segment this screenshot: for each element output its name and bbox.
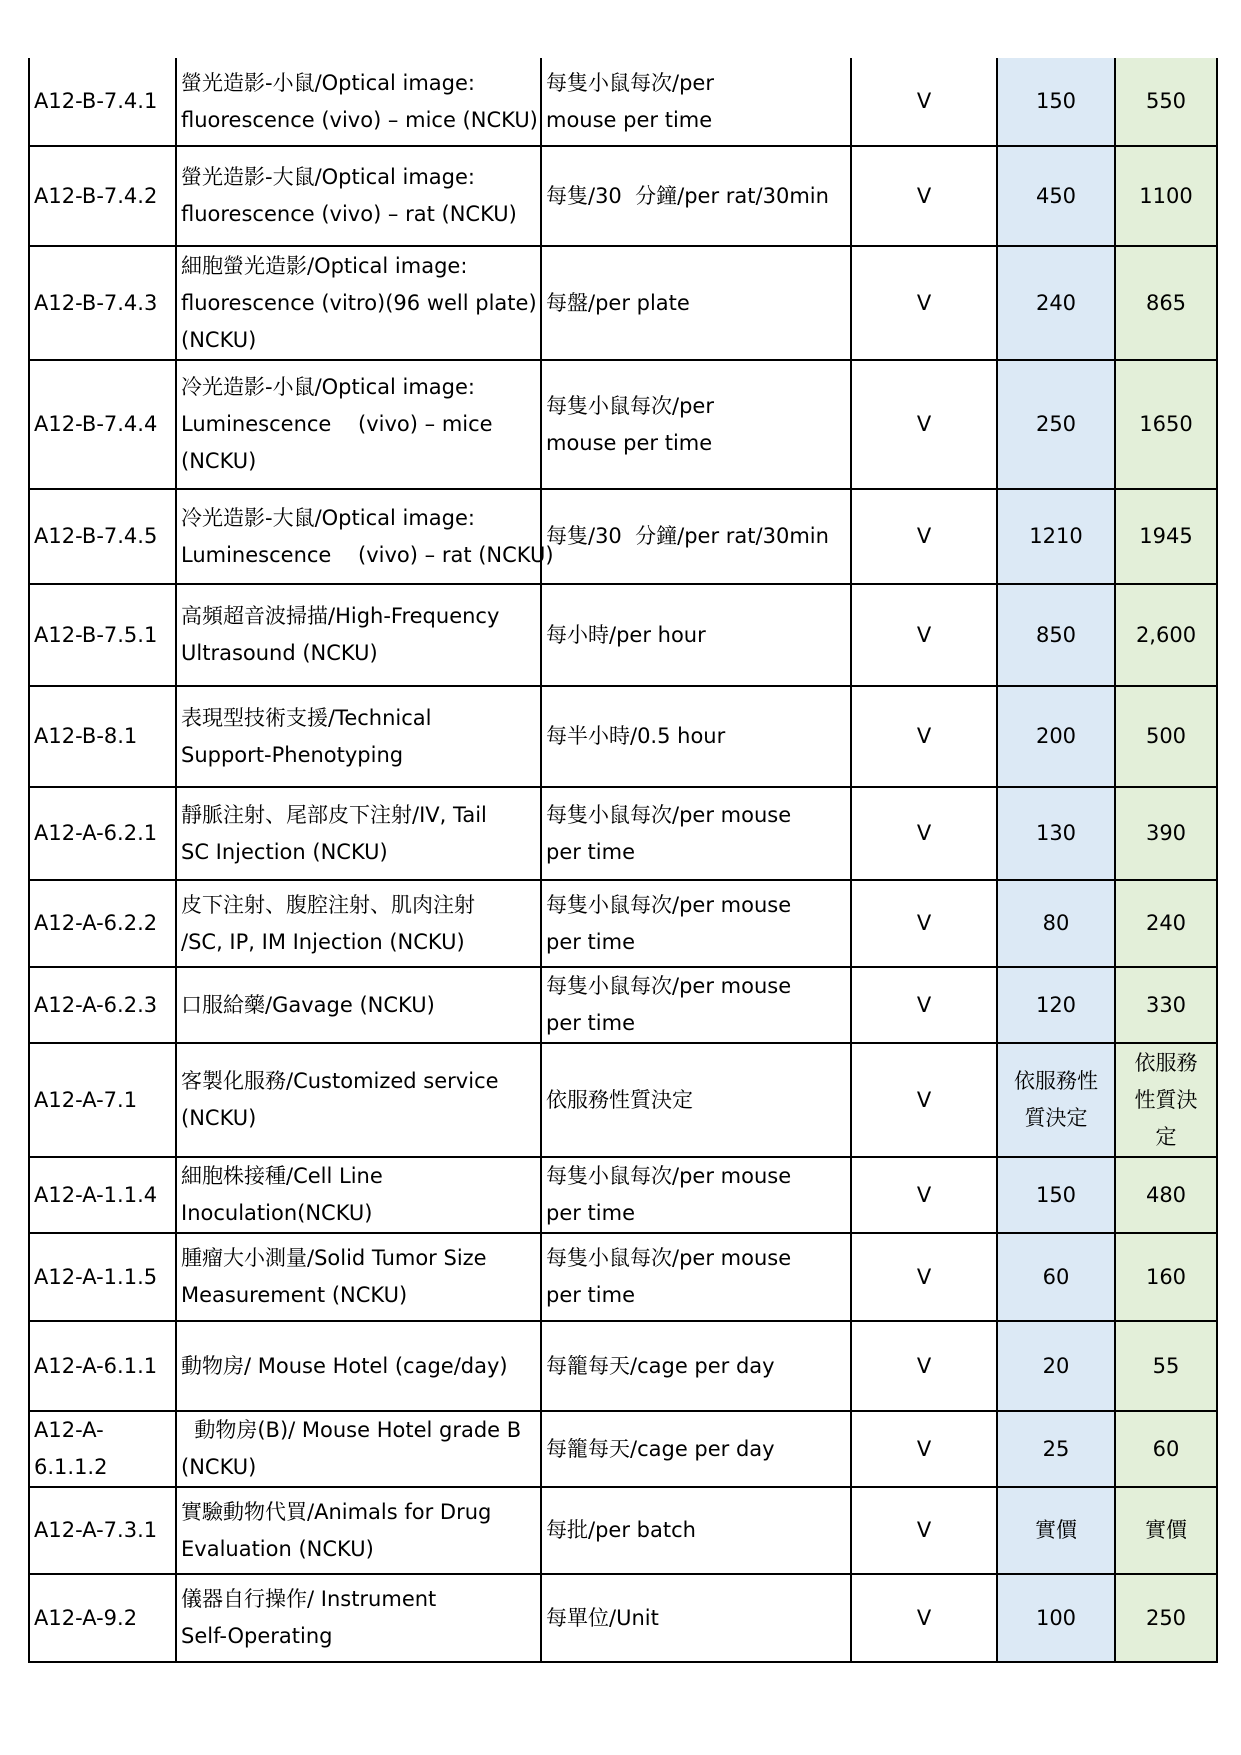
charge-unit-line: per time bbox=[546, 839, 636, 864]
price-external-cell: 2,600 bbox=[1115, 584, 1217, 686]
service-item-line: 動物房(B)/ Mouse Hotel grade B bbox=[181, 1418, 522, 1442]
price-internal-cell: 實價 bbox=[997, 1487, 1115, 1574]
availability-mark-cell: V bbox=[851, 787, 997, 880]
availability-mark-cell: V bbox=[851, 967, 997, 1043]
service-item-cell bbox=[176, 686, 541, 787]
charge-unit-cell bbox=[541, 880, 851, 967]
price-internal-cell: 240 bbox=[997, 246, 1115, 360]
service-item-line: 靜脈注射、尾部皮下注射/IV, Tail bbox=[181, 802, 487, 827]
price-external-cell: 1650 bbox=[1115, 360, 1217, 489]
table-row bbox=[29, 1487, 1217, 1574]
service-code-cell: A12-A-6.2.1 bbox=[29, 787, 176, 880]
availability-mark-cell: V bbox=[851, 686, 997, 787]
service-item-line: /SC, IP, IM Injection (NCKU) bbox=[181, 929, 465, 954]
price-external-cell: 500 bbox=[1115, 686, 1217, 787]
table-row bbox=[29, 787, 1217, 880]
price-internal-cell: 250 bbox=[997, 360, 1115, 489]
service-code-cell: A12-A-6.2.3 bbox=[29, 967, 176, 1043]
table-row bbox=[29, 489, 1217, 584]
charge-unit-line: 每隻小鼠每次/per mouse bbox=[546, 1246, 792, 1270]
table-row bbox=[29, 1043, 1217, 1157]
service-item-line: fluorescence (vitro)(96 well plate) bbox=[181, 290, 537, 315]
charge-unit-cell bbox=[541, 686, 851, 787]
availability-mark-cell: V bbox=[851, 880, 997, 967]
charge-unit-cell bbox=[541, 489, 851, 584]
service-item-cell bbox=[176, 1487, 541, 1574]
charge-unit-line: 每籠每天/cage per day bbox=[546, 1353, 775, 1378]
charge-unit-line: 每隻小鼠每次/per mouse bbox=[546, 974, 792, 998]
charge-unit-line: 每隻小鼠每次/per bbox=[546, 70, 714, 95]
service-item-cell bbox=[176, 360, 541, 489]
price-internal-cell: 120 bbox=[997, 967, 1115, 1043]
charge-unit-line: per time bbox=[546, 1201, 636, 1225]
table-row bbox=[29, 1574, 1217, 1662]
price-external-cell: 480 bbox=[1115, 1157, 1217, 1233]
service-item-cell bbox=[176, 1157, 541, 1233]
service-item-line: (NCKU) bbox=[181, 449, 257, 473]
availability-mark-cell: V bbox=[851, 489, 997, 584]
table-row bbox=[29, 967, 1217, 1043]
service-item-line: 動物房/ Mouse Hotel (cage/day) bbox=[181, 1353, 508, 1378]
price-internal-cell: 150 bbox=[997, 58, 1115, 146]
service-item-line: Measurement (NCKU) bbox=[181, 1283, 408, 1307]
availability-mark-cell: V bbox=[851, 58, 997, 146]
service-item-line: (NCKU) bbox=[181, 1455, 257, 1479]
availability-mark-cell: V bbox=[851, 1574, 997, 1662]
charge-unit-line: 每隻小鼠每次/per bbox=[546, 393, 714, 418]
price-internal-cell: 1210 bbox=[997, 489, 1115, 584]
charge-unit-cell bbox=[541, 1321, 851, 1411]
availability-mark-cell: V bbox=[851, 146, 997, 246]
charge-unit-cell bbox=[541, 1574, 851, 1662]
service-code-cell: A12-B-7.4.5 bbox=[29, 489, 176, 584]
service-item-line: 腫瘤大小測量/Solid Tumor Size bbox=[181, 1246, 487, 1270]
price-external-cell: 865 bbox=[1115, 246, 1217, 360]
table-row bbox=[29, 1411, 1217, 1487]
price-internal-cell: 130 bbox=[997, 787, 1115, 880]
service-item-line: Ultrasound (NCKU) bbox=[181, 641, 378, 665]
table-row bbox=[29, 1321, 1217, 1411]
service-code-cell: A12-A-7.1 bbox=[29, 1043, 176, 1157]
service-item-cell bbox=[176, 880, 541, 967]
service-item-cell bbox=[176, 967, 541, 1043]
service-item-line: Self-Operating bbox=[181, 1624, 333, 1648]
charge-unit-line: per time bbox=[546, 1283, 636, 1307]
charge-unit-line: 每隻/30 分鐘/per rat/30min bbox=[546, 183, 829, 208]
service-item-cell bbox=[176, 58, 541, 146]
charge-unit-line: 每批/per batch bbox=[546, 1518, 696, 1542]
charge-unit-line: per time bbox=[546, 1011, 636, 1035]
charge-unit-cell bbox=[541, 360, 851, 489]
charge-unit-cell bbox=[541, 967, 851, 1043]
price-external-cell: 160 bbox=[1115, 1233, 1217, 1321]
charge-unit-line: 每隻小鼠每次/per mouse bbox=[546, 1164, 792, 1188]
service-code-cell: A12-A-9.2 bbox=[29, 1574, 176, 1662]
service-code-cell: A12-A-1.1.4 bbox=[29, 1157, 176, 1233]
charge-unit-cell bbox=[541, 1043, 851, 1157]
service-item-line: Luminescence (vivo) – mice bbox=[181, 412, 493, 436]
price-external-cell: 550 bbox=[1115, 58, 1217, 146]
service-item-cell bbox=[176, 1574, 541, 1662]
service-code-cell: A12-A-6.2.2 bbox=[29, 880, 176, 967]
charge-unit-cell bbox=[541, 787, 851, 880]
charge-unit-cell bbox=[541, 1233, 851, 1321]
service-item-cell bbox=[176, 489, 554, 584]
service-item-line: 表現型技術支援/Technical bbox=[181, 705, 432, 730]
charge-unit-cell bbox=[541, 246, 851, 360]
charge-unit-line: per time bbox=[546, 929, 636, 954]
service-code-cell: A12-A-7.3.1 bbox=[29, 1487, 176, 1574]
table-row bbox=[29, 58, 1217, 146]
service-item-line: 客製化服務/Customized service bbox=[181, 1069, 499, 1093]
service-code-cell: A12-A-6.1.1 bbox=[29, 1321, 176, 1411]
price-external-cell: 330 bbox=[1115, 967, 1217, 1043]
service-item-cell bbox=[176, 246, 541, 360]
service-item-line: 螢光造影-大鼠/Optical image: bbox=[181, 165, 475, 189]
charge-unit-line: 每小時/per hour bbox=[546, 622, 706, 647]
service-item-line: SC Injection (NCKU) bbox=[181, 839, 388, 864]
service-item-line: 冷光造影-大鼠/Optical image: bbox=[181, 505, 475, 530]
service-item-cell bbox=[176, 584, 541, 686]
service-code-cell: A12-B-8.1 bbox=[29, 686, 176, 787]
price-external-cell: 實價 bbox=[1115, 1487, 1217, 1574]
availability-mark-cell: V bbox=[851, 246, 997, 360]
availability-mark-cell: V bbox=[851, 1233, 997, 1321]
service-item-line: Support-Phenotyping bbox=[181, 742, 404, 767]
availability-mark-cell: V bbox=[851, 1043, 997, 1157]
charge-unit-cell bbox=[541, 584, 851, 686]
service-item-line: 口服給藥/Gavage (NCKU) bbox=[181, 992, 435, 1017]
service-item-line: 細胞株接種/Cell Line bbox=[181, 1164, 383, 1188]
service-code-cell: A12-A-6.1.1.2 bbox=[29, 1411, 176, 1487]
service-item-line: 細胞螢光造影/Optical image: bbox=[181, 253, 468, 278]
service-code-cell: A12-B-7.4.2 bbox=[29, 146, 176, 246]
charge-unit-line: 每半小時/0.5 hour bbox=[546, 724, 726, 748]
charge-unit-line: 每隻/30 分鐘/per rat/30min bbox=[546, 524, 829, 548]
service-item-line: Inoculation(NCKU) bbox=[181, 1201, 373, 1225]
availability-mark-cell: V bbox=[851, 1321, 997, 1411]
price-external-cell: 60 bbox=[1115, 1411, 1217, 1487]
price-internal-cell: 60 bbox=[997, 1233, 1115, 1321]
price-external-cell: 1100 bbox=[1115, 146, 1217, 246]
service-code-cell: A12-B-7.4.4 bbox=[29, 360, 176, 489]
service-item-cell bbox=[176, 1043, 541, 1157]
table-row bbox=[29, 880, 1217, 967]
charge-unit-line: 每單位/Unit bbox=[546, 1605, 659, 1630]
price-external-cell: 依服務 性質決 定 bbox=[1115, 1043, 1217, 1157]
charge-unit-line: 每隻小鼠每次/per mouse bbox=[546, 802, 792, 827]
charge-unit-line: 依服務性質決定 bbox=[546, 1087, 693, 1112]
charge-unit-cell bbox=[541, 1411, 851, 1487]
service-item-line: 螢光造影-小鼠/Optical image: bbox=[181, 70, 475, 95]
service-item-line: (NCKU) bbox=[181, 327, 257, 352]
availability-mark-cell: V bbox=[851, 1411, 997, 1487]
table-row bbox=[29, 1233, 1217, 1321]
charge-unit-line: 每盤/per plate bbox=[546, 290, 690, 315]
service-item-line: (NCKU) bbox=[181, 1106, 257, 1130]
availability-mark-cell: V bbox=[851, 1487, 997, 1574]
price-external-cell: 1945 bbox=[1115, 489, 1217, 584]
service-code-cell: A12-B-7.4.3 bbox=[29, 246, 176, 360]
table-row bbox=[29, 360, 1217, 489]
price-internal-cell: 450 bbox=[997, 146, 1115, 246]
table-body bbox=[29, 58, 1217, 1662]
price-internal-cell: 150 bbox=[997, 1157, 1115, 1233]
charge-unit-line: mouse per time bbox=[546, 430, 713, 455]
price-external-cell: 240 bbox=[1115, 880, 1217, 967]
service-item-line: 高頻超音波掃描/High-Frequency bbox=[181, 604, 500, 628]
table-row bbox=[29, 1157, 1217, 1233]
price-internal-cell: 200 bbox=[997, 686, 1115, 787]
availability-mark-cell: V bbox=[851, 360, 997, 489]
charge-unit-line: mouse per time bbox=[546, 107, 713, 132]
price-internal-cell: 80 bbox=[997, 880, 1115, 967]
table-row bbox=[29, 686, 1217, 787]
charge-unit-cell bbox=[541, 146, 851, 246]
price-internal-cell: 850 bbox=[997, 584, 1115, 686]
service-item-cell bbox=[176, 787, 541, 880]
service-code-cell: A12-B-7.4.1 bbox=[29, 58, 176, 146]
service-price-table bbox=[28, 58, 1218, 1663]
table-row bbox=[29, 246, 1217, 360]
service-code-cell: A12-A-1.1.5 bbox=[29, 1233, 176, 1321]
service-item-line: 儀器自行操作/ Instrument bbox=[181, 1587, 437, 1611]
availability-mark-cell: V bbox=[851, 584, 997, 686]
charge-unit-cell bbox=[541, 1157, 851, 1233]
price-internal-cell: 依服務性 質決定 bbox=[997, 1043, 1115, 1157]
availability-mark-cell: V bbox=[851, 1157, 997, 1233]
price-internal-cell: 100 bbox=[997, 1574, 1115, 1662]
service-item-line: fluorescence (vivo) – mice (NCKU) bbox=[181, 107, 538, 132]
table-row bbox=[29, 584, 1217, 686]
charge-unit-cell bbox=[541, 58, 851, 146]
service-item-line: fluorescence (vivo) – rat (NCKU) bbox=[181, 202, 517, 226]
service-item-line: 實驗動物代買/Animals for Drug bbox=[181, 1499, 492, 1524]
price-external-cell: 55 bbox=[1115, 1321, 1217, 1411]
service-item-line: 冷光造影-小鼠/Optical image: bbox=[181, 375, 475, 399]
charge-unit-line: 每隻小鼠每次/per mouse bbox=[546, 892, 792, 917]
price-internal-cell: 25 bbox=[997, 1411, 1115, 1487]
service-item-line: 皮下注射、腹腔注射、肌肉注射 bbox=[181, 892, 475, 917]
service-item-cell bbox=[176, 146, 541, 246]
charge-unit-line: 每籠每天/cage per day bbox=[546, 1436, 775, 1461]
service-item-line: Luminescence (vivo) – rat (NCKU) bbox=[181, 542, 554, 567]
charge-unit-cell bbox=[541, 1487, 851, 1574]
price-external-cell: 390 bbox=[1115, 787, 1217, 880]
price-external-cell: 250 bbox=[1115, 1574, 1217, 1662]
service-item-line: Evaluation (NCKU) bbox=[181, 1536, 374, 1561]
service-code-cell: A12-B-7.5.1 bbox=[29, 584, 176, 686]
table-row bbox=[29, 146, 1217, 246]
service-item-cell bbox=[176, 1411, 541, 1487]
service-item-cell bbox=[176, 1321, 541, 1411]
price-internal-cell: 20 bbox=[997, 1321, 1115, 1411]
service-item-cell bbox=[176, 1233, 541, 1321]
